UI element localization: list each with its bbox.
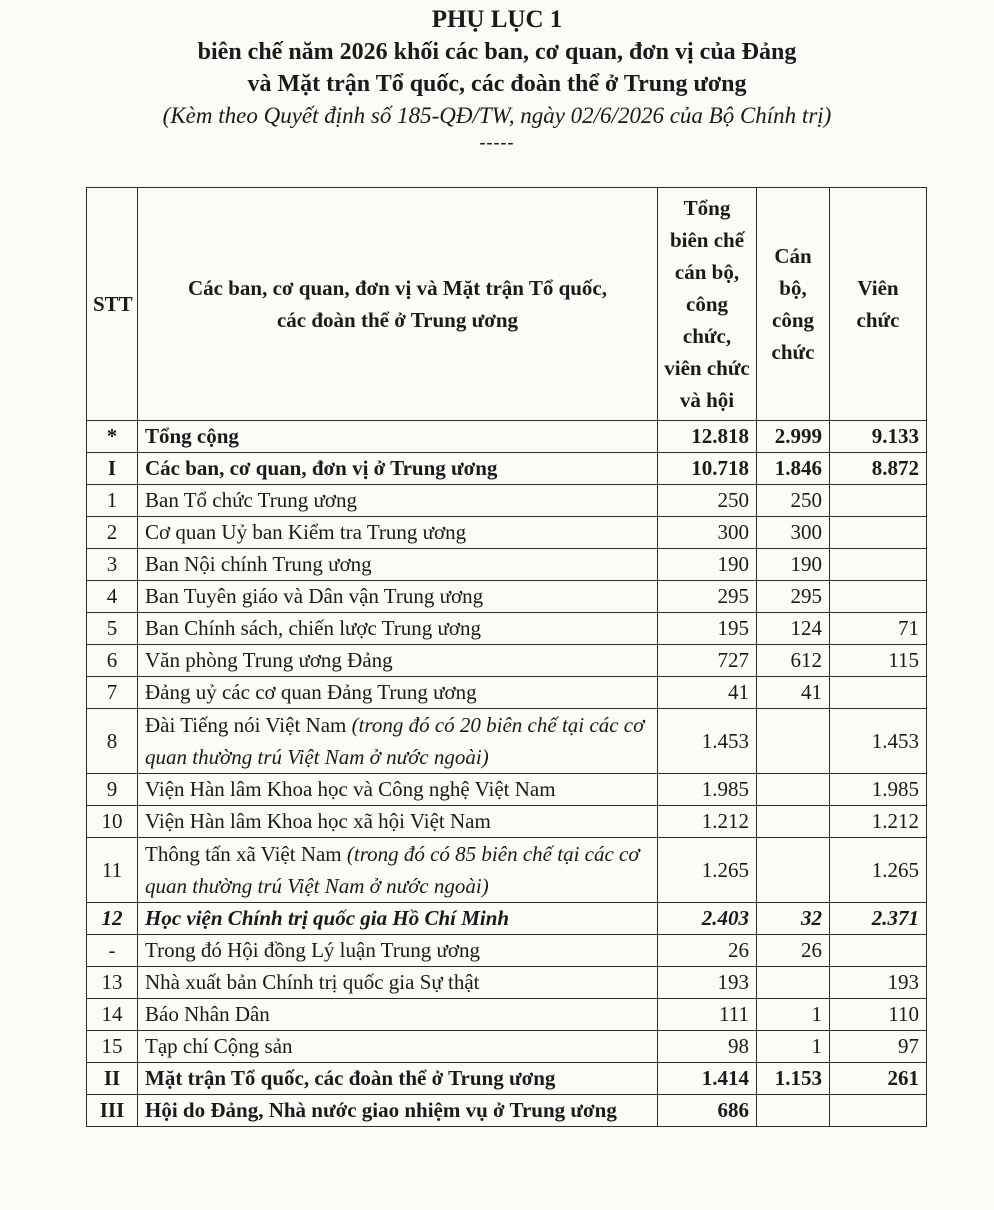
appendix-title: PHỤ LỤC 1 xyxy=(431,6,563,33)
table-row xyxy=(87,838,927,903)
table-row xyxy=(87,517,927,549)
cell-total: 1.453 xyxy=(658,709,757,774)
cell-total: 12.818 xyxy=(658,421,757,453)
unit-name: Đảng uỷ các cơ quan Đảng Trung ương xyxy=(145,680,477,704)
cell-public: 1.265 xyxy=(830,838,927,903)
cell-civil: 1 xyxy=(757,999,830,1031)
table-row xyxy=(87,999,927,1031)
header-stt: STT xyxy=(87,188,138,421)
cell-total: 295 xyxy=(658,581,757,613)
cell-stt: - xyxy=(87,935,138,967)
cell-civil: 26 xyxy=(757,935,830,967)
unit-name: Viện Hàn lâm Khoa học xã hội Việt Nam xyxy=(145,809,491,833)
cell-civil: 1.846 xyxy=(757,453,830,485)
cell-civil: 124 xyxy=(757,613,830,645)
cell-public: 8.872 xyxy=(830,453,927,485)
cell-public: 2.371 xyxy=(830,903,927,935)
unit-name: Thông tấn xã Việt Nam xyxy=(145,842,347,866)
unit-name: Ban Tuyên giáo và Dân vận Trung ương xyxy=(145,584,484,608)
cell-stt: 15 xyxy=(87,1031,138,1063)
divider: ----- xyxy=(479,132,515,152)
cell-stt: 1 xyxy=(87,485,138,517)
cell-public: 1.453 xyxy=(830,709,927,774)
cell-name xyxy=(138,421,658,453)
cell-public: 9.133 xyxy=(830,421,927,453)
cell-total: 1.265 xyxy=(658,838,757,903)
cell-public xyxy=(830,581,927,613)
cell-public: 1.212 xyxy=(830,806,927,838)
cell-public xyxy=(830,517,927,549)
staffing-table xyxy=(86,187,927,1127)
cell-name xyxy=(138,581,658,613)
table-header-row xyxy=(87,188,927,421)
unit-name: Cơ quan Uỷ ban Kiểm tra Trung ương xyxy=(145,520,467,544)
cell-total: 26 xyxy=(658,935,757,967)
cell-name xyxy=(138,838,658,903)
table-row xyxy=(87,806,927,838)
cell-civil xyxy=(757,806,830,838)
table-row xyxy=(87,1031,927,1063)
cell-stt: 14 xyxy=(87,999,138,1031)
unit-name: Các ban, cơ quan, đơn vị ở Trung ương xyxy=(145,456,498,480)
cell-civil xyxy=(757,709,830,774)
table-row xyxy=(87,967,927,999)
unit-name: Nhà xuất bản Chính trị quốc gia Sự thật xyxy=(145,970,480,994)
unit-name: Học viện Chính trị quốc gia Hồ Chí Minh xyxy=(145,906,510,930)
header-civil: Cán bộ, công chức xyxy=(757,188,830,421)
cell-total: 195 xyxy=(658,613,757,645)
table-row xyxy=(87,549,927,581)
cell-total: 1.212 xyxy=(658,806,757,838)
cell-public: 115 xyxy=(830,645,927,677)
cell-civil: 1.153 xyxy=(757,1063,830,1095)
unit-name: Văn phòng Trung ương Đảng xyxy=(145,648,393,672)
table-row xyxy=(87,581,927,613)
cell-stt: 9 xyxy=(87,774,138,806)
title-line-2: và Mặt trận Tổ quốc, các đoàn thể ở Trung ương xyxy=(247,71,747,97)
cell-name xyxy=(138,1095,658,1127)
cell-stt: III xyxy=(87,1095,138,1127)
unit-note: (trong đó có 20 biên chế tại các cơ quan thường trú Việt Nam ở nước ngoài) xyxy=(145,713,645,769)
cell-stt: 13 xyxy=(87,967,138,999)
unit-name: Hội do Đảng, Nhà nước giao nhiệm vụ ở Trung ương xyxy=(145,1098,617,1122)
cell-stt: 11 xyxy=(87,838,138,903)
cell-total: 727 xyxy=(658,645,757,677)
table-row xyxy=(87,1063,927,1095)
cell-stt: 4 xyxy=(87,581,138,613)
cell-civil: 300 xyxy=(757,517,830,549)
table-row xyxy=(87,709,927,774)
table-row xyxy=(87,935,927,967)
cell-name xyxy=(138,999,658,1031)
unit-name: Ban Tổ chức Trung ương xyxy=(145,488,357,512)
cell-name xyxy=(138,967,658,999)
title-line-1: biên chế năm 2026 khối các ban, cơ quan, đơn vị của Đảng xyxy=(197,39,797,65)
cell-total: 300 xyxy=(658,517,757,549)
cell-name xyxy=(138,549,658,581)
table-row xyxy=(87,774,927,806)
cell-stt: * xyxy=(87,421,138,453)
document-header xyxy=(0,4,994,152)
unit-name: Tổng cộng xyxy=(145,424,239,448)
cell-total: 1.414 xyxy=(658,1063,757,1095)
cell-name xyxy=(138,677,658,709)
cell-stt: 8 xyxy=(87,709,138,774)
cell-name xyxy=(138,709,658,774)
cell-civil: 612 xyxy=(757,645,830,677)
cell-name xyxy=(138,774,658,806)
cell-public: 193 xyxy=(830,967,927,999)
cell-civil: 2.999 xyxy=(757,421,830,453)
table-row xyxy=(87,613,927,645)
cell-stt: 7 xyxy=(87,677,138,709)
cell-name xyxy=(138,645,658,677)
table-row xyxy=(87,453,927,485)
cell-stt: 10 xyxy=(87,806,138,838)
table-row xyxy=(87,677,927,709)
unit-name: Viện Hàn lâm Khoa học và Công nghệ Việt Nam xyxy=(145,777,556,801)
cell-civil: 295 xyxy=(757,581,830,613)
unit-name: Ban Chính sách, chiến lược Trung ương xyxy=(145,616,482,640)
header-name: Các ban, cơ quan, đơn vị và Mặt trận Tổ quốc, các đoàn thể ở Trung ương xyxy=(138,188,658,421)
cell-civil: 41 xyxy=(757,677,830,709)
cell-total: 41 xyxy=(658,677,757,709)
table-row xyxy=(87,1095,927,1127)
cell-public: 110 xyxy=(830,999,927,1031)
cell-civil: 250 xyxy=(757,485,830,517)
cell-name xyxy=(138,935,658,967)
cell-total: 250 xyxy=(658,485,757,517)
cell-name xyxy=(138,1063,658,1095)
cell-stt: 6 xyxy=(87,645,138,677)
cell-total: 190 xyxy=(658,549,757,581)
cell-total: 1.985 xyxy=(658,774,757,806)
cell-public xyxy=(830,549,927,581)
table-row xyxy=(87,903,927,935)
cell-stt: I xyxy=(87,453,138,485)
unit-name: Trong đó Hội đồng Lý luận Trung ương xyxy=(145,938,481,962)
decision-subtitle: (Kèm theo Quyết định số 185-QĐ/TW, ngày 02/6/2026 của Bộ Chính trị) xyxy=(162,103,832,128)
cell-name xyxy=(138,485,658,517)
cell-public xyxy=(830,677,927,709)
cell-civil: 1 xyxy=(757,1031,830,1063)
table-body xyxy=(87,421,927,1127)
cell-total: 10.718 xyxy=(658,453,757,485)
unit-name: Tạp chí Cộng sản xyxy=(145,1034,293,1058)
unit-name: Đài Tiếng nói Việt Nam xyxy=(145,713,352,737)
cell-civil xyxy=(757,774,830,806)
cell-public xyxy=(830,935,927,967)
cell-civil xyxy=(757,838,830,903)
cell-civil xyxy=(757,1095,830,1127)
cell-civil: 190 xyxy=(757,549,830,581)
cell-civil: 32 xyxy=(757,903,830,935)
cell-total: 686 xyxy=(658,1095,757,1127)
cell-stt: 5 xyxy=(87,613,138,645)
cell-name xyxy=(138,453,658,485)
cell-public: 1.985 xyxy=(830,774,927,806)
cell-total: 98 xyxy=(658,1031,757,1063)
unit-name: Ban Nội chính Trung ương xyxy=(145,552,372,576)
cell-public: 71 xyxy=(830,613,927,645)
cell-name xyxy=(138,517,658,549)
table-row xyxy=(87,645,927,677)
table-row xyxy=(87,421,927,453)
cell-public: 97 xyxy=(830,1031,927,1063)
unit-name: Mặt trận Tổ quốc, các đoàn thể ở Trung ương xyxy=(145,1066,556,1090)
header-total: Tổng biên chế cán bộ, công chức, viên chức và hội xyxy=(658,188,757,421)
cell-stt: 12 xyxy=(87,903,138,935)
cell-stt: 2 xyxy=(87,517,138,549)
cell-name xyxy=(138,1031,658,1063)
cell-stt: II xyxy=(87,1063,138,1095)
unit-name: Báo Nhân Dân xyxy=(145,1002,270,1026)
cell-stt: 3 xyxy=(87,549,138,581)
cell-public xyxy=(830,1095,927,1127)
cell-name xyxy=(138,613,658,645)
header-public: Viên chức xyxy=(830,188,927,421)
cell-public xyxy=(830,485,927,517)
unit-note: (trong đó có 85 biên chế tại các cơ quan thường trú Việt Nam ở nước ngoài) xyxy=(145,842,640,898)
table-row xyxy=(87,485,927,517)
cell-name xyxy=(138,806,658,838)
cell-total: 111 xyxy=(658,999,757,1031)
cell-public: 261 xyxy=(830,1063,927,1095)
cell-total: 2.403 xyxy=(658,903,757,935)
cell-total: 193 xyxy=(658,967,757,999)
cell-name xyxy=(138,903,658,935)
cell-civil xyxy=(757,967,830,999)
